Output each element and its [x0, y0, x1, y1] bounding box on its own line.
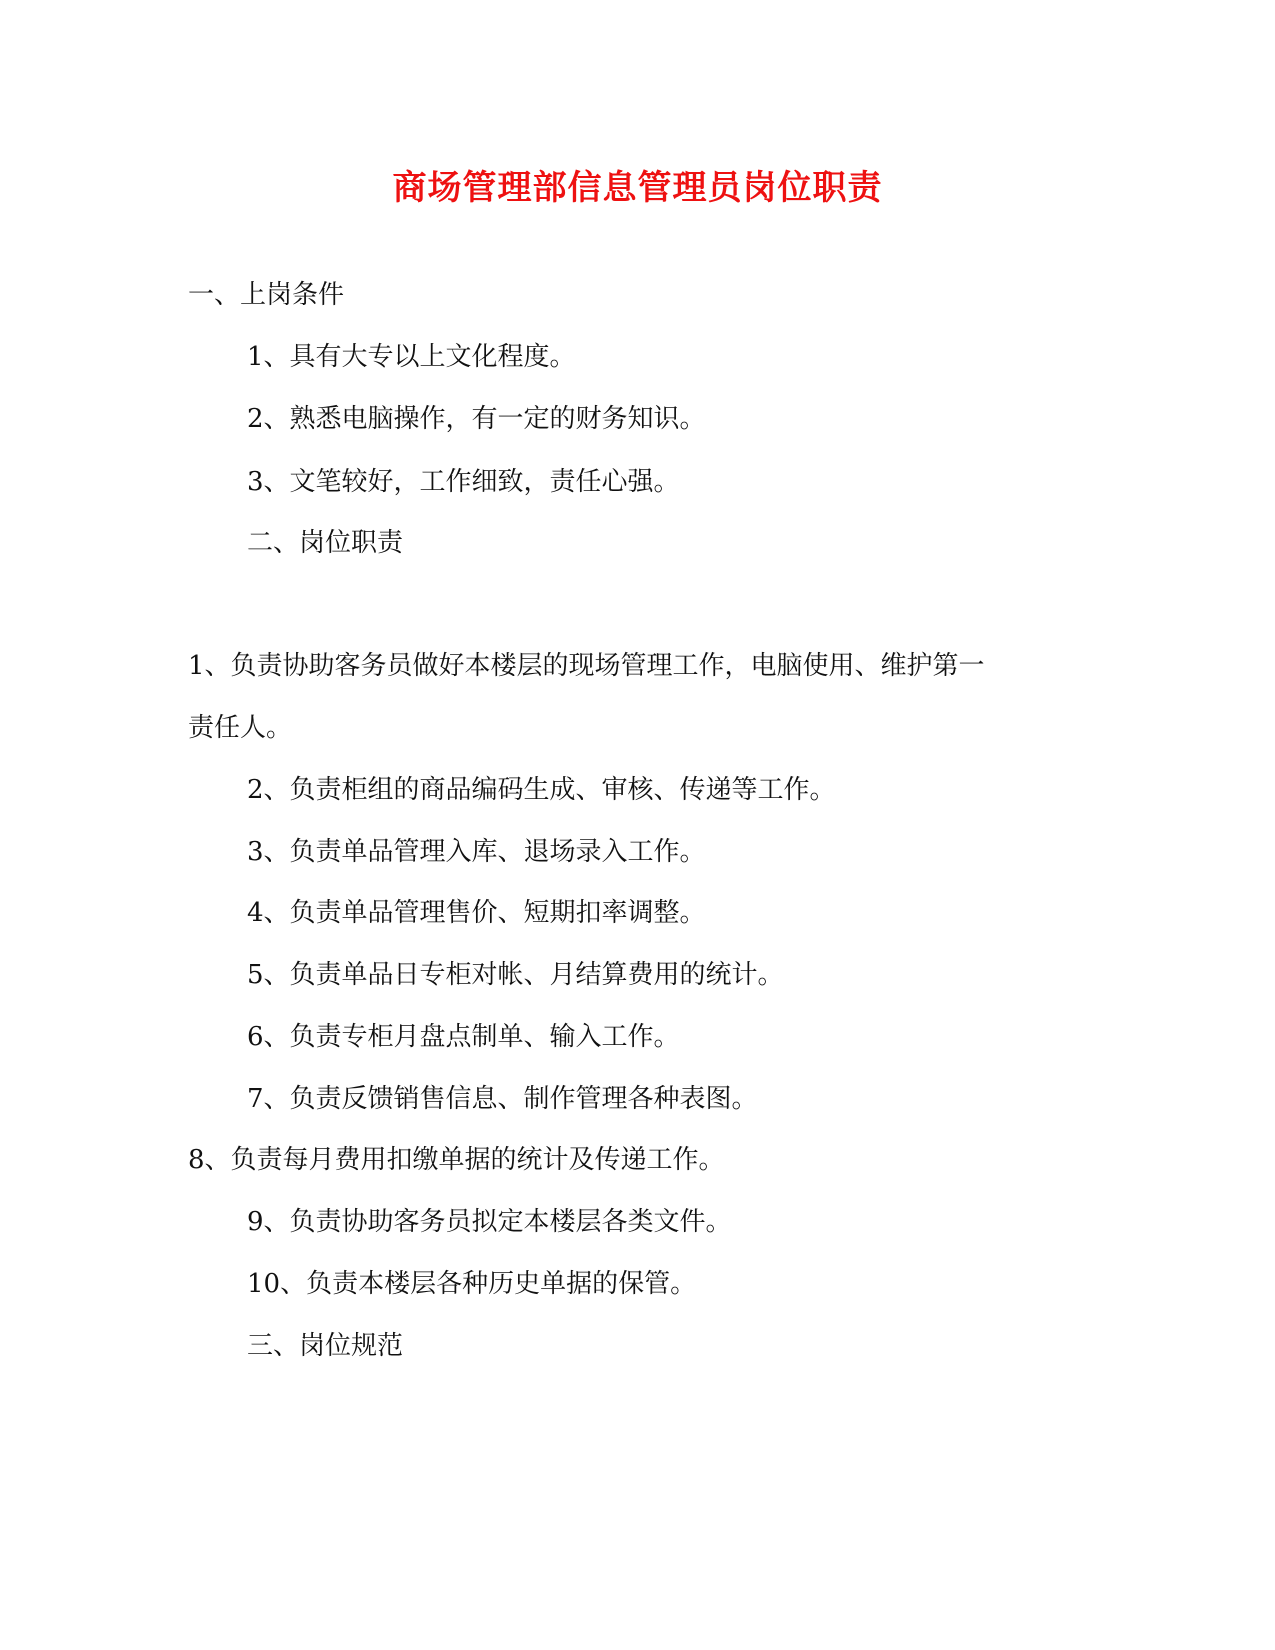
list-item: 6、负责专柜月盘点制单、输入工作。 — [247, 1022, 680, 1052]
list-item: 2、熟悉电脑操作，有一定的财务知识。 — [247, 404, 706, 434]
list-item: 3、负责单品管理入库、退场录入工作。 — [247, 837, 706, 867]
list-item: 3、文笔较好，工作细致，责任心强。 — [247, 467, 680, 497]
list-item: 4、负责单品管理售价、短期扣率调整。 — [247, 898, 706, 928]
list-item: 5、负责单品日专柜对帐、月结算费用的统计。 — [247, 960, 784, 990]
list-item: 9、负责协助客务员拟定本楼层各类文件。 — [247, 1207, 732, 1237]
section-heading-1: 一、上岗条件 — [188, 280, 345, 310]
list-item: 7、负责反馈销售信息、制作管理各种表图。 — [247, 1084, 758, 1114]
list-item: 2、负责柜组的商品编码生成、审核、传递等工作。 — [247, 775, 836, 805]
list-item: 8、负责每月费用扣缴单据的统计及传递工作。 — [188, 1145, 725, 1175]
document-title: 商场管理部信息管理员岗位职责 — [392, 168, 883, 208]
list-item: 1、负责协助客务员做好本楼层的现场管理工作，电脑使用、维护第一 — [188, 651, 985, 681]
list-item: 10、负责本楼层各种历史单据的保管。 — [247, 1269, 697, 1299]
list-item-continuation: 责任人。 — [188, 713, 293, 743]
section-heading-3: 三、岗位规范 — [247, 1331, 404, 1361]
list-item: 1、具有大专以上文化程度。 — [247, 342, 576, 372]
section-heading-2: 二、岗位职责 — [247, 528, 404, 558]
